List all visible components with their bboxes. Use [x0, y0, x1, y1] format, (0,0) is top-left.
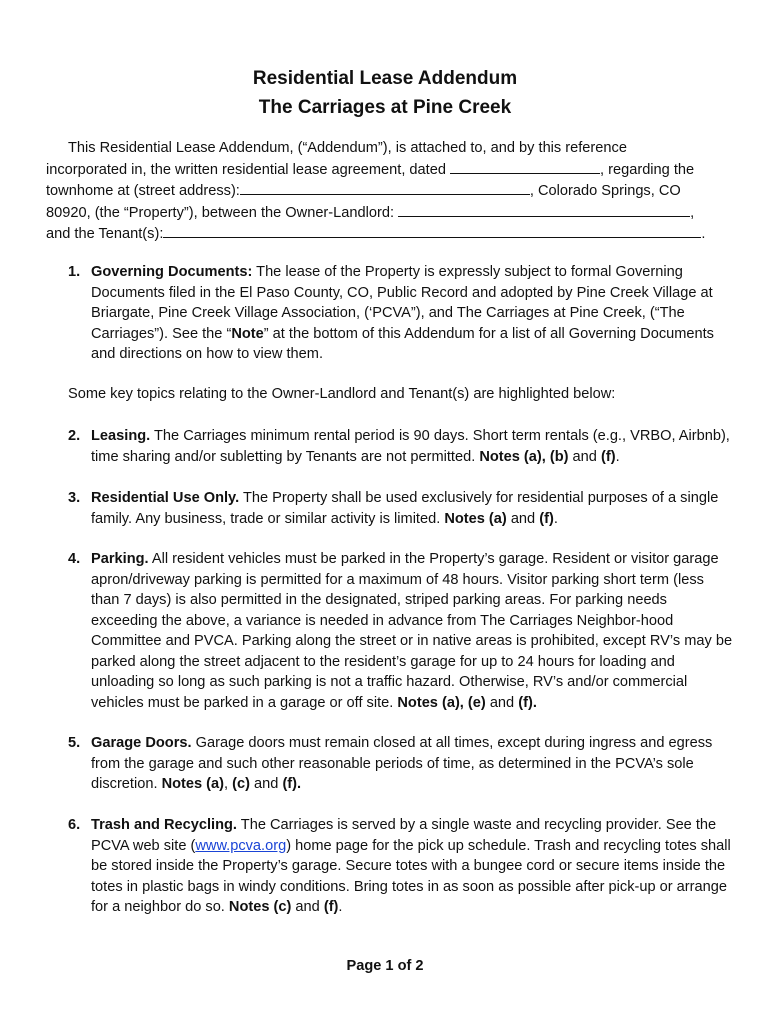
page-number: Page 1 of 2: [346, 958, 424, 974]
section-number: 6.: [68, 817, 81, 833]
intro-line3: townhome at (street address):: [46, 183, 240, 199]
section-governing-documents: 1. Governing Documents: The lease of the Property is expressly subject to formal Governing Documents filed in the El Paso County, CO, Public Record and adopted by Pine Creek Village at Briargate, Pine Creek Village Association, (‘PCVA”), and The Carriages at Pine Creek, (“The Carriages”). See the “Note” at the bottom of this Addendum for a list of all Governing Documents and directions on how to view them.: [68, 264, 714, 362]
section-heading: Parking.: [91, 551, 149, 567]
section-heading: Leasing.: [91, 428, 151, 444]
section-trash-recycling: 6. Trash and Recycling. The Carriages is served by a single waste and recycling provider. See the PCVA web site (www.pcva.org) home page for the pick up schedule. Trash and recycling totes shall be stored inside the Property’s garage. Secure totes with a bungee cord or secure items inside the totes in plastic bags in windy conditions. Bring totes in as soon as possible after pick-up or arrange for a neighbor do so. Notes (c) and (f).: [68, 817, 731, 915]
section-leasing: 2. Leasing. The Carriages minimum rental period is 90 days. Short term rentals (e.g., VRBO, Airbnb), time sharing and/or subletting by Tenants are not permitted. Notes (a), (b) and (f).: [68, 428, 730, 465]
intro-line4: 80920, (the “Property”), between the Owner-Landlord:: [46, 204, 399, 221]
section-number: 2.: [68, 428, 81, 444]
section-number: 4.: [68, 551, 81, 567]
address-blank[interactable]: [240, 180, 530, 195]
key-topics-text: Some key topics relating to the Owner-Landlord and Tenant(s) are highlighted below:: [68, 386, 616, 402]
notes-reference: Notes (a), (b): [479, 448, 569, 465]
date-blank[interactable]: [450, 159, 600, 174]
pcva-website-link[interactable]: www.pcva.org: [195, 837, 287, 854]
intro-line5: and the Tenant(s):: [46, 226, 164, 242]
section-heading: Residential Use Only.: [91, 490, 240, 506]
section-residential-use: 3. Residential Use Only. The Property shall be used exclusively for residential purposes of a single family. Any business, trade or similar activity is limited. Notes (a) and (f).: [68, 490, 719, 527]
section-number: 5.: [68, 735, 81, 751]
notes-reference: Notes (a), (e): [397, 694, 486, 711]
page-subtitle: The Carriages at Pine Creek: [258, 97, 512, 118]
section-garage-doors: 5. Garage Doors. Garage doors must remain closed at all times, except during ingress and egress from the garage and such other reasonable periods of time, as determined in the PCVA’s sole discretion. Notes (a), (c) and (f).: [68, 735, 713, 792]
intro-paragraph: This Residential Lease Addendum, (“Addendum”), is attached to, and by this reference incorporated in, the written residential lease agreement, dated , regarding the townhome at (street address): , Colorado Springs, CO 80920, (the “Property”), between the Owner-Landlord: , and the Tenant(s): .: [46, 140, 706, 242]
intro-line2: incorporated in, the written residential lease agreement, dated: [46, 161, 451, 178]
tenant-blank[interactable]: [163, 223, 701, 238]
note-reference: Note: [231, 325, 264, 342]
intro-line1: This Residential Lease Addendum, (“Addendum”), is attached to, and by this reference: [68, 140, 627, 156]
section-parking: 4. Parking. All resident vehicles must be parked in the Property’s garage. Resident or visitor garage apron/driveway parking is permitted for a maximum of 48 hours. Visitor parking short term (less than 7 days) is also permitted in the designated, striped parking areas. For parking needs exceeding the above, a variance is needed in advance from The Carriages Neighbor-hood Committee and PVCA. Parking along the street or in native areas is prohibited, except RV’s may be parked along the street adjacent to the resident’s garage for up to 24 hours for loading and unloading so long as such parking is not a traffic hazard. Otherwise, RV’s and/or commercial vehicles must be parked in a garage or off site. Notes (a), (e) and (f).: [68, 551, 733, 711]
notes-reference: Notes (c): [228, 899, 292, 915]
section-number: 1.: [68, 264, 81, 280]
notes-reference: Notes (a): [444, 510, 507, 527]
owner-landlord-blank[interactable]: [398, 202, 690, 217]
notes-reference: Notes (a): [161, 776, 225, 792]
section-heading: Trash and Recycling.: [91, 817, 237, 833]
section-number: 3.: [68, 490, 81, 506]
section-heading: Governing Documents:: [91, 264, 253, 280]
page-title: Residential Lease Addendum: [252, 68, 518, 89]
section-heading: Garage Doors.: [91, 735, 192, 751]
